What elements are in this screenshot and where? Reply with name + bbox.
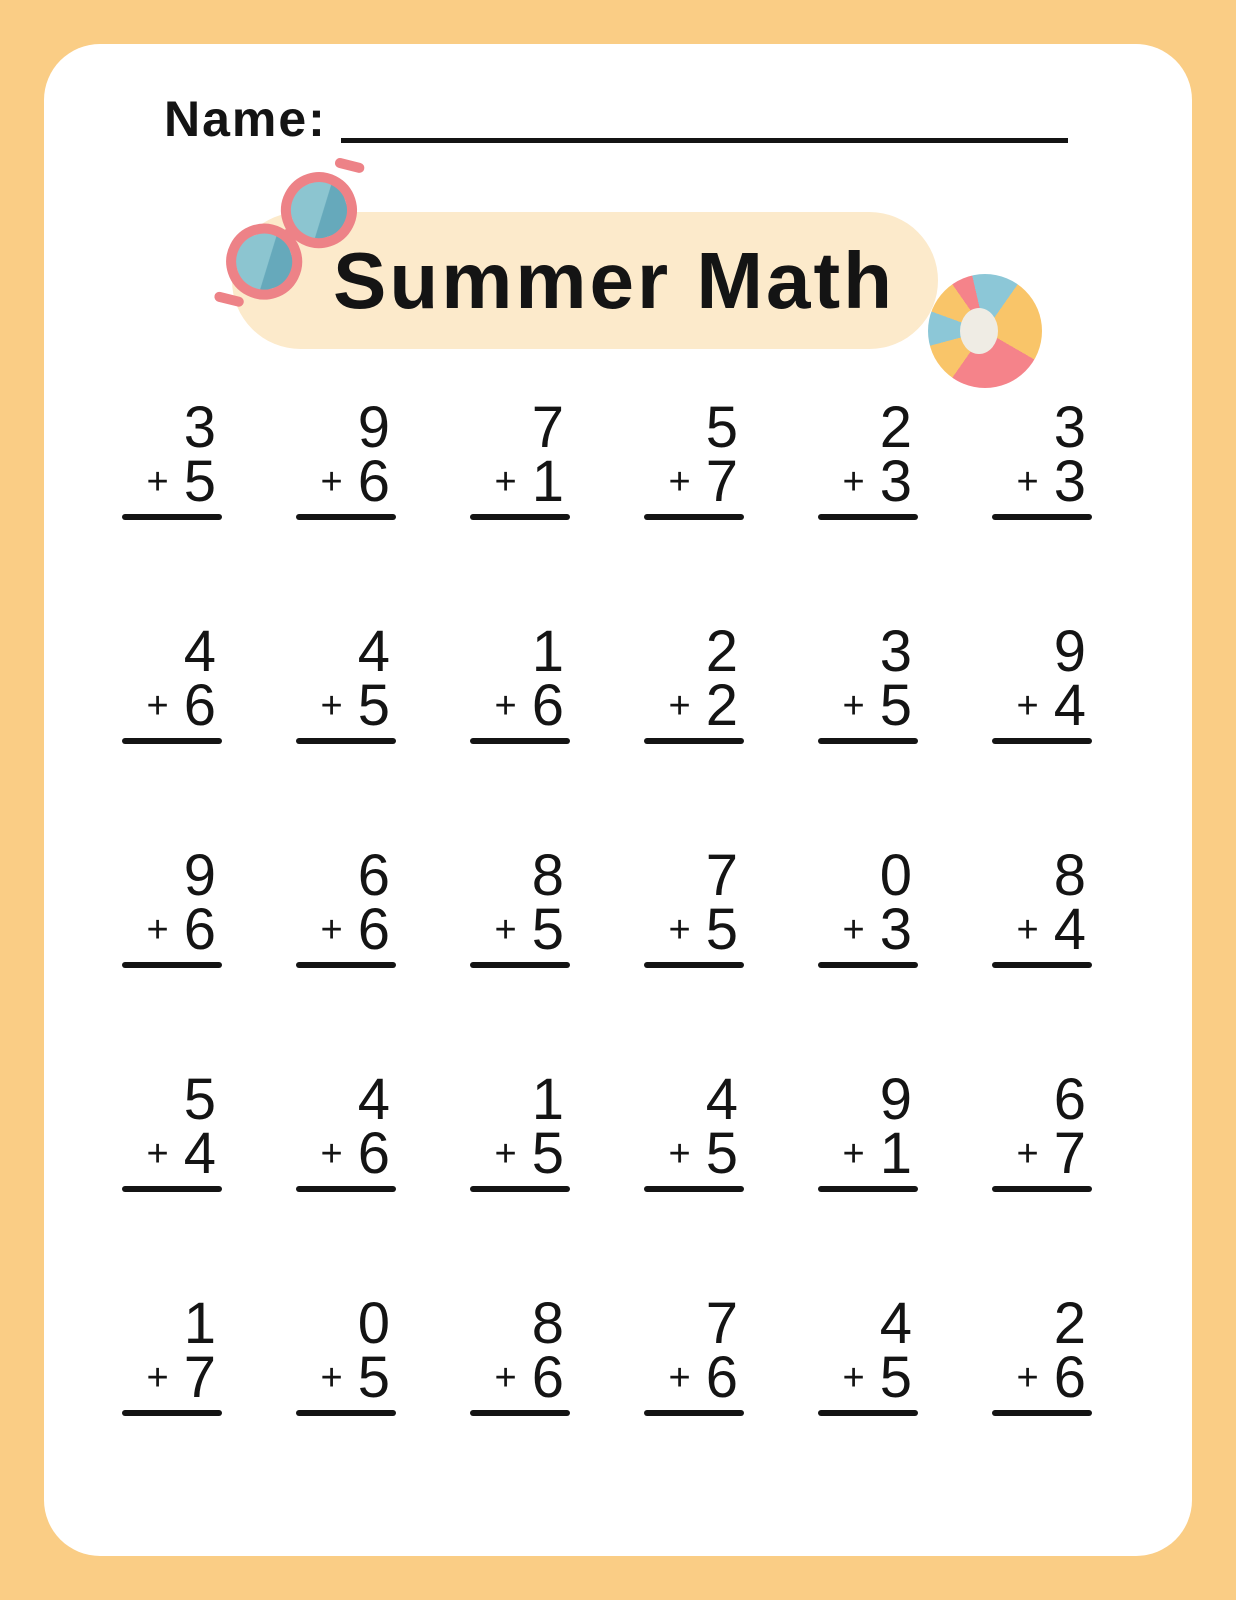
addend-bottom: 2 [705,673,738,738]
addition-problem [818,619,918,788]
plus-operator: + [668,1133,691,1175]
addend-bottom-row [818,1345,918,1410]
addend-bottom: 6 [357,897,390,962]
addend-bottom-row [818,1121,918,1186]
addition-problem [818,1067,918,1236]
addend-bottom-row [992,449,1092,514]
beach-ball-icon [928,274,1042,388]
plus-operator: + [320,909,343,951]
addend-bottom-row [644,449,744,514]
addend-bottom: 3 [1053,449,1086,514]
problems-grid [122,395,1092,1460]
addition-problem [470,395,570,564]
addend-top: 6 [357,843,390,908]
answer-space[interactable] [818,968,918,1012]
addition-problem [470,1291,570,1460]
addition-problem [992,619,1092,788]
answer-space[interactable] [122,1192,222,1236]
addend-bottom: 6 [357,1121,390,1186]
addend-top: 2 [705,619,738,684]
plus-operator: + [668,685,691,727]
answer-space[interactable] [470,520,570,564]
plus-operator: + [842,461,865,503]
addend-top: 4 [357,1067,390,1132]
addend-bottom-row [992,897,1092,962]
addend-top: 0 [879,843,912,908]
plus-operator: + [146,461,169,503]
addend-bottom-row [296,1345,396,1410]
plus-operator: + [842,1133,865,1175]
answer-space[interactable] [296,744,396,788]
addend-bottom: 5 [705,1121,738,1186]
addend-top: 3 [183,395,216,460]
name-row [164,92,1068,147]
addend-top: 4 [183,619,216,684]
addend-top: 4 [705,1067,738,1132]
name-line[interactable] [341,92,1068,143]
addend-top: 9 [357,395,390,460]
addend-top: 1 [531,1067,564,1132]
addend-bottom: 6 [357,449,390,514]
addend-bottom-row [992,673,1092,738]
answer-space[interactable] [296,1416,396,1460]
addition-problem [992,395,1092,564]
addition-problem [470,1067,570,1236]
addend-bottom-row [296,673,396,738]
plus-operator: + [1016,1357,1039,1399]
addend-bottom-row [644,1345,744,1410]
plus-operator: + [668,1357,691,1399]
answer-space[interactable] [992,1416,1092,1460]
addition-problem [818,843,918,1012]
addend-top: 1 [183,1291,216,1356]
addend-bottom-row [470,1345,570,1410]
addend-bottom: 7 [183,1345,216,1410]
answer-space[interactable] [122,968,222,1012]
answer-space[interactable] [992,744,1092,788]
addend-bottom: 3 [879,449,912,514]
plus-operator: + [842,1357,865,1399]
addend-bottom-row [122,1121,222,1186]
answer-space[interactable] [122,744,222,788]
addend-top: 9 [183,843,216,908]
addend-bottom: 6 [705,1345,738,1410]
addend-bottom-row [296,897,396,962]
plus-operator: + [494,1357,517,1399]
plus-operator: + [146,1133,169,1175]
addition-problem [644,619,744,788]
addend-top: 7 [705,1291,738,1356]
addend-bottom-row [470,449,570,514]
addend-top: 2 [1053,1291,1086,1356]
addend-top: 3 [879,619,912,684]
addition-problem [992,843,1092,1012]
plus-operator: + [668,909,691,951]
name-label: Name: [164,91,327,147]
addend-bottom: 6 [531,1345,564,1410]
plus-operator: + [494,461,517,503]
addend-top: 4 [879,1291,912,1356]
plus-operator: + [320,461,343,503]
plus-operator: + [842,909,865,951]
addend-bottom-row [122,449,222,514]
addend-bottom-row [644,673,744,738]
addend-bottom-row [296,449,396,514]
answer-space[interactable] [470,968,570,1012]
answer-space[interactable] [296,520,396,564]
addend-bottom-row [992,1121,1092,1186]
plus-operator: + [494,685,517,727]
addend-top: 8 [1053,843,1086,908]
addend-bottom: 1 [531,449,564,514]
addend-bottom-row [992,1345,1092,1410]
addend-bottom: 4 [183,1121,216,1186]
answer-space[interactable] [992,1192,1092,1236]
sunglasses-right-temple [334,157,366,174]
addition-problem [296,1291,396,1460]
addend-bottom-row [644,1121,744,1186]
answer-space[interactable] [992,968,1092,1012]
addend-top: 0 [357,1291,390,1356]
answer-space[interactable] [470,1416,570,1460]
plus-operator: + [1016,685,1039,727]
addend-top: 7 [531,395,564,460]
answer-space[interactable] [818,520,918,564]
answer-space[interactable] [644,968,744,1012]
addition-problem [992,1291,1092,1460]
addend-top: 3 [1053,395,1086,460]
addition-problem [644,1291,744,1460]
addend-bottom: 6 [531,673,564,738]
addend-bottom: 7 [1053,1121,1086,1186]
addend-bottom-row [470,897,570,962]
plus-operator: + [1016,909,1039,951]
addition-problem [296,843,396,1012]
addend-bottom-row [644,897,744,962]
addend-bottom: 5 [879,1345,912,1410]
addend-bottom-row [818,449,918,514]
plus-operator: + [320,685,343,727]
plus-operator: + [494,1133,517,1175]
addend-top: 5 [705,395,738,460]
addition-problem [296,395,396,564]
addition-problem [296,1067,396,1236]
addition-problem [644,843,744,1012]
addition-problem [470,843,570,1012]
addend-bottom: 5 [183,449,216,514]
addition-problem [644,1067,744,1236]
addition-problem [122,1067,222,1236]
addend-bottom: 5 [531,897,564,962]
plus-operator: + [1016,461,1039,503]
plus-operator: + [146,685,169,727]
answer-space[interactable] [992,520,1092,564]
addend-bottom-row [296,1121,396,1186]
addition-problem [470,619,570,788]
sunglasses-left-temple [213,291,245,308]
addition-problem [992,1067,1092,1236]
addend-bottom-row [818,897,918,962]
worksheet-page [44,44,1192,1556]
addend-bottom: 5 [879,673,912,738]
addition-problem [818,395,918,564]
addition-problem [296,619,396,788]
addition-problem [122,619,222,788]
addend-bottom: 4 [1053,673,1086,738]
answer-space[interactable] [122,1416,222,1460]
plus-operator: + [842,685,865,727]
answer-space[interactable] [296,968,396,1012]
addend-bottom-row [122,673,222,738]
plus-operator: + [146,909,169,951]
answer-space[interactable] [470,744,570,788]
addend-bottom: 5 [705,897,738,962]
answer-space[interactable] [644,1416,744,1460]
addition-problem [122,1291,222,1460]
addend-bottom: 5 [357,673,390,738]
addend-bottom-row [470,1121,570,1186]
addend-bottom-row [122,897,222,962]
plus-operator: + [146,1357,169,1399]
answer-space[interactable] [818,1192,918,1236]
addend-top: 4 [357,619,390,684]
addend-top: 6 [1053,1067,1086,1132]
addend-top: 8 [531,1291,564,1356]
addend-bottom: 6 [1053,1345,1086,1410]
addend-top: 5 [183,1067,216,1132]
addend-bottom-row [818,673,918,738]
addend-bottom: 6 [183,897,216,962]
plus-operator: + [494,909,517,951]
addend-bottom: 5 [357,1345,390,1410]
addend-bottom: 4 [1053,897,1086,962]
addend-top: 9 [1053,619,1086,684]
addend-top: 1 [531,619,564,684]
addend-top: 8 [531,843,564,908]
plus-operator: + [320,1133,343,1175]
answer-space[interactable] [470,1192,570,1236]
answer-space[interactable] [644,744,744,788]
beach-ball-center [960,308,998,354]
addition-problem [818,1291,918,1460]
addend-top: 7 [705,843,738,908]
addend-bottom: 5 [531,1121,564,1186]
addition-problem [122,843,222,1012]
plus-operator: + [1016,1133,1039,1175]
addend-bottom-row [122,1345,222,1410]
addend-bottom: 1 [879,1121,912,1186]
addend-top: 9 [879,1067,912,1132]
answer-space[interactable] [122,520,222,564]
addend-top: 2 [879,395,912,460]
answer-space[interactable] [818,744,918,788]
plus-operator: + [320,1357,343,1399]
answer-space[interactable] [296,1192,396,1236]
page-title: Summer Math [333,235,895,325]
plus-operator: + [668,461,691,503]
addition-problem [644,395,744,564]
addition-problem [122,395,222,564]
answer-space[interactable] [644,520,744,564]
addend-bottom: 3 [879,897,912,962]
addend-bottom-row [470,673,570,738]
answer-space[interactable] [644,1192,744,1236]
addend-bottom: 7 [705,449,738,514]
answer-space[interactable] [818,1416,918,1460]
addend-bottom: 6 [183,673,216,738]
